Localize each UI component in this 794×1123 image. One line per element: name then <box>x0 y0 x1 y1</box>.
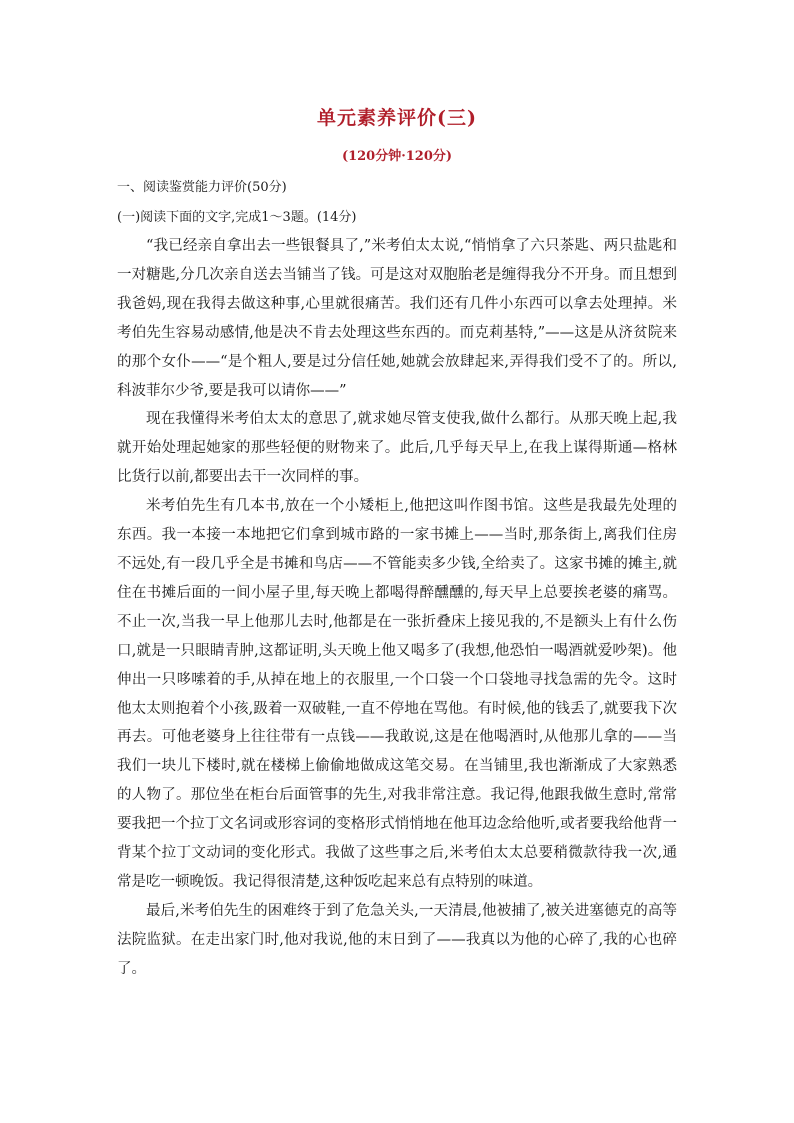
reading-passage <box>117 232 677 984</box>
subsection-heading: (一)阅读下面的文字,完成1～3题。(14分) <box>117 210 357 225</box>
passage-paragraph: “我已经亲自拿出去一些银餐具了,”米考伯太太说,“悄悄拿了六只茶匙、两只盐匙和一对糖匙,分几次亲自送去当铺当了钱。可是这对双胞胎老是缠得我分不开身。而且想到我爸妈,现在我得去做这种事,心里就很痛苦。我们还有几件小东西可以拿去处理掉。米考伯先生容易动感情,他是决不肯去处理这些东西的。而克莉基特,”——这是从济贫院来的那个女仆——“是个粗人,要是过分信任她,她就会放肆起来,弄得我们受不了的。所以,科波菲尔少爷,要是我可以请你——” <box>117 238 677 399</box>
page-title: 单元素养评价(三) <box>317 107 477 129</box>
passage-paragraph: 现在我懂得米考伯太太的意思了,就求她尽管支使我,做什么都行。从那天晚上起,我就开始处理起她家的那些轻便的财物来了。此后,几乎每天早上,在我上谋得斯通—格林比货行以前,都要出去干一次同样的事。 <box>117 411 677 486</box>
passage-paragraph: 最后,米考伯先生的困难终于到了危急关头,一天清晨,他被捕了,被关进塞德克的高等法院监狱。在走出家门时,他对我说,他的末日到了——我真以为他的心碎了,我的心也碎了。 <box>117 902 677 977</box>
section-heading: 一、阅读鉴赏能力评价(50分) <box>117 180 287 195</box>
page-subtitle: (120分钟·120分) <box>341 149 453 164</box>
passage-paragraph: 米考伯先生有几本书,放在一个小矮柜上,他把这叫作图书馆。这些是我最先处理的东西。我一本接一本地把它们拿到城市路的一家书摊上——当时,那条街上,离我们住房不远处,有一段几乎全是书摊和鸟店——不管能卖多少钱,全给卖了。这家书摊的摊主,就住在书摊后面的一间小屋子里,每天晚上都喝得醉醺醺的,每天早上总要挨老婆的痛骂。不止一次,当我一早上他那儿去时,他都是在一张折叠床上接见我的,不是额头上有什么伤口,就是一只眼睛青肿,这都证明,头天晚上他又喝多了(我想,他恐怕一喝酒就爱吵架)。他伸出一只哆嗦着的手,从掉在地上的衣服里,一个口袋一个口袋地寻找急需的先令。这时他太太则抱着个小孩,趿着一双破鞋,一直不停地在骂他。有时候,他的钱丢了,就要我下次再去。可他老婆身上往往带有一点钱——我敢说,这是在他喝酒时,从他那儿拿的——当我们一块儿下楼时,就在楼梯上偷偷地做成这笔交易。在当铺里,我也渐渐成了大家熟悉的人物了。那位坐在柜台后面管事的先生,对我非常注意。我记得,他跟我做生意时,常常要我把一个拉丁文名词或形容词的变格形式悄悄地在他耳边念给他听,或者要我给他背一背某个拉丁文动词的变化形式。我做了这些事之后,米考伯太太总要稍微款待我一次,通常是吃一顿晚饭。我记得很清楚,这种饭吃起来总有点特别的味道。 <box>117 498 677 890</box>
